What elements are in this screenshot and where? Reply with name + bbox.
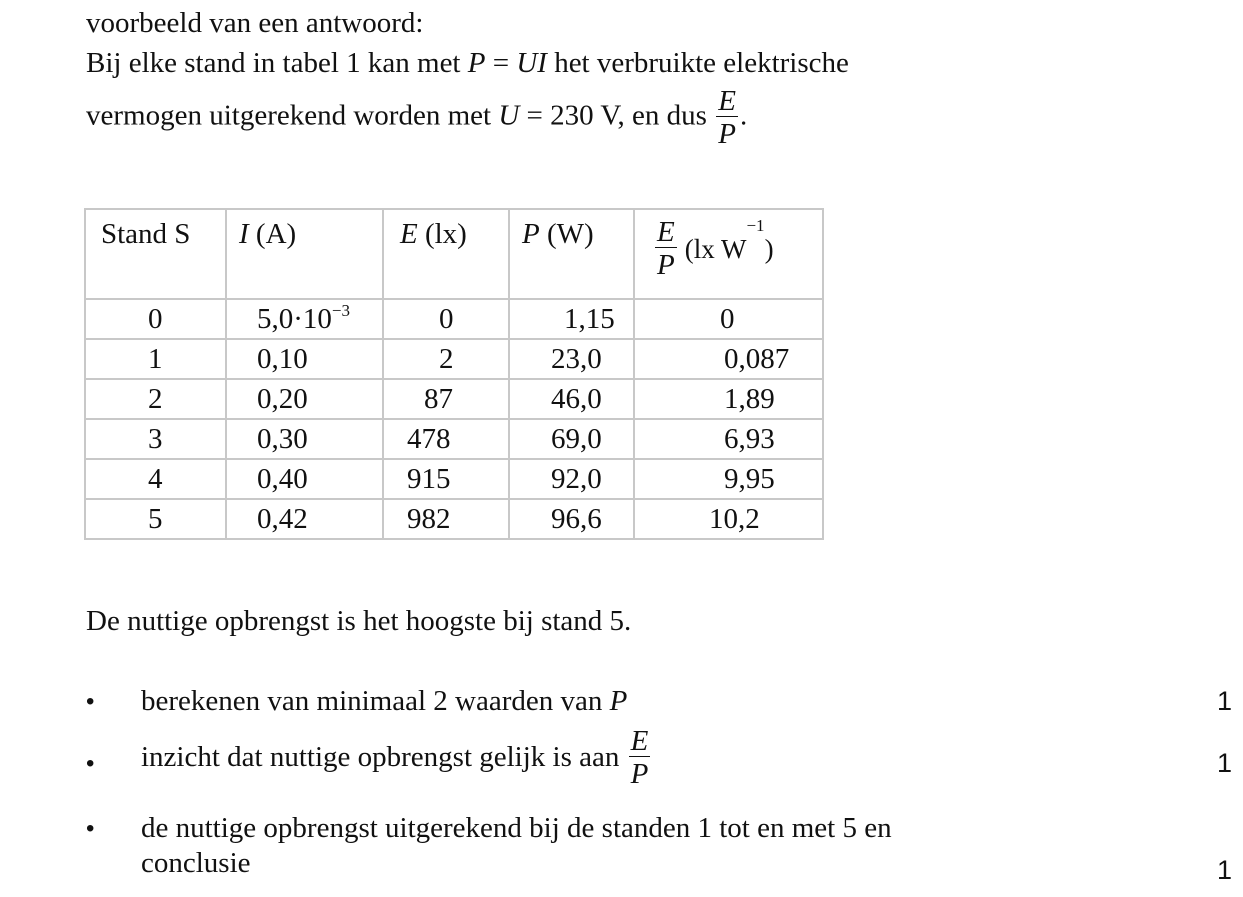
bullet-3: •: [86, 815, 95, 842]
cell-ratio: 0: [634, 299, 823, 339]
cell-power: 1,15: [509, 299, 634, 339]
header-ratio-fraction: $\frac{E}{P}$: [657, 216, 675, 281]
header-current: I (A): [226, 209, 383, 299]
table-row: [85, 499, 823, 539]
bullet-1: •: [86, 688, 95, 715]
table-row: [85, 379, 823, 419]
cell-current: 0,40: [226, 459, 383, 499]
cell-stand: 0: [85, 299, 226, 339]
criterion-3-text: de nuttige opbrengst uitgerekend bij de standen 1 tot en met 5 en conclusie: [141, 812, 892, 879]
cell-ratio: 9,95: [634, 459, 823, 499]
cell-current: 0,30: [226, 419, 383, 459]
conclusion-text: De nuttige opbrengst is het hoogste bij stand 5.: [86, 605, 632, 637]
cell-illuminance: 982: [383, 499, 509, 539]
formula-ui: UI: [516, 47, 547, 79]
cell-illuminance: 2: [383, 339, 509, 379]
cell-current: 0,10: [226, 339, 383, 379]
cell-illuminance: 87: [383, 379, 509, 419]
cell-ratio: 0,087: [634, 339, 823, 379]
cell-stand: 4: [85, 459, 226, 499]
bullet-2: •: [86, 750, 95, 777]
table-row: [85, 299, 823, 339]
cell-illuminance: 0: [383, 299, 509, 339]
cell-power: 23,0: [509, 339, 634, 379]
cell-current: 0,42: [226, 499, 383, 539]
intro-line-3: vermogen uitgerekend worden met U = 230 V, en dus $\frac{E}{P}$ .: [86, 85, 748, 150]
header-ratio: $\frac{E}{P}$ (lx $W^{-1}$): [634, 209, 823, 299]
cell-current: 0,20: [226, 379, 383, 419]
cell-illuminance: 478: [383, 419, 509, 459]
criterion-1-score: 1: [1217, 686, 1233, 716]
cell-power: 92,0: [509, 459, 634, 499]
cell-illuminance: 915: [383, 459, 509, 499]
formula-p: P: [467, 47, 486, 79]
cell-stand: 1: [85, 339, 226, 379]
fraction-e-over-p: $\frac{E}{P}$: [718, 85, 736, 150]
table-row: [85, 419, 823, 459]
header-illuminance: E (lx): [383, 209, 509, 299]
cell-power: 46,0: [509, 379, 634, 419]
table-header-row: [85, 209, 823, 299]
cell-ratio: 10,2: [634, 499, 823, 539]
criterion-1-text: berekenen van minimaal 2 waarden van P: [141, 685, 628, 717]
criterion-2-score: 1: [1217, 748, 1233, 778]
data-table: [84, 208, 824, 540]
cell-stand: 3: [85, 419, 226, 459]
cell-ratio: 6,93: [634, 419, 823, 459]
table-row: [85, 339, 823, 379]
cell-power: 69,0: [509, 419, 634, 459]
table-row: [85, 459, 823, 499]
intro-line-2: Bij elke stand in tabel 1 kan met P = UI het verbruikte elektrische: [86, 47, 849, 79]
cell-current: $5,0\cdot 10^{-3}$: [226, 299, 383, 339]
criterion-3-score: 1: [1217, 855, 1233, 885]
header-power: P (W): [509, 209, 634, 299]
cell-stand: 2: [85, 379, 226, 419]
criterion-2-fraction: $\frac{E}{P}$: [630, 725, 649, 790]
cell-power: 96,6: [509, 499, 634, 539]
header-stand: Stand S: [85, 209, 226, 299]
cell-stand: 5: [85, 499, 226, 539]
symbol-u: U: [498, 99, 520, 132]
cell-ratio: 1,89: [634, 379, 823, 419]
intro-heading: voorbeeld van een antwoord:: [86, 7, 424, 39]
criterion-2-text: inzicht dat nuttige opbrengst gelijk is aan $\frac{E}{P}$: [141, 725, 649, 790]
